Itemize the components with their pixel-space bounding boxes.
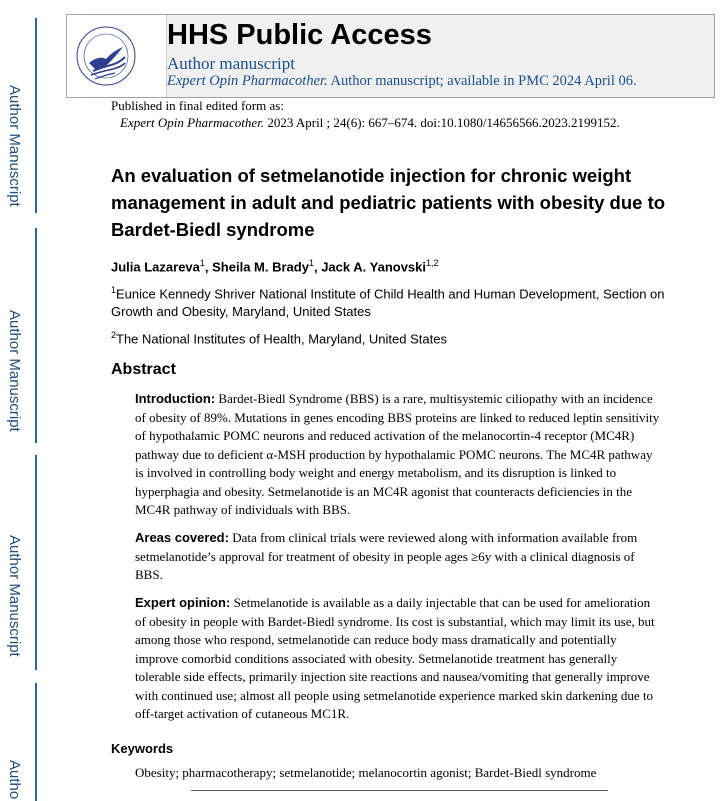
side-label-author-manuscript-2: Author Manuscript [6,310,23,432]
author-affiliation-ref: 1,2 [426,258,439,268]
author-name: Jack A. Yanovski [321,259,426,275]
keywords-list: Obesity; pharmacotherapy; setmelanotide; melanocortin agonist; Bardet-Biedl syndrome [135,765,597,780]
affiliation-text: The National Institutes of Health, Maryland, United States [116,331,447,347]
affiliation-2 [111,326,691,348]
side-divider-4 [35,683,37,801]
section-label: Areas covered: [135,530,229,545]
author-name: Julia Lazareva [111,259,200,275]
citation-line [120,115,620,131]
footnote-divider [191,790,608,791]
author-separator: , [313,259,322,275]
section-label: Expert opinion: [135,595,231,610]
author-affiliation-ref: 1 [308,258,314,268]
journal-name: Expert Opin Pharmacother. [167,73,328,89]
keywords-heading: Keywords [111,741,174,756]
page-title: HHS Public Access [167,19,432,51]
side-divider-1 [35,18,37,213]
section-text: Data from clinical trials were reviewed along with information available from setmelanotide’s approval for treatment of obesity in people ages ≥6y with a clinical diagnosis of BBS. [135,530,638,582]
affiliation-text: Eunice Kennedy Shriver National Institute of Child Health and Human Development, Section on Growth and Obesity, Maryland, United States [111,286,665,320]
author-separator: , [204,259,213,275]
affiliation-number: 1 [111,285,117,295]
abstract-heading: Abstract [111,361,176,378]
author-affiliation-ref: 1 [199,258,205,268]
availability-text: Author manuscript; available in PMC 2024 April 06. [327,73,637,89]
side-divider-3 [35,455,37,670]
abstract-expert-opinion [135,594,660,724]
side-label-author-manuscript-3: Author Manuscript [6,535,23,657]
citation-journal: Expert Opin Pharmacother. [120,115,265,130]
author-list [111,258,439,274]
abstract-introduction [135,390,660,520]
section-text: Setmelanotide is available as a daily injectable that can be used for amelioration of obesity in people with Bardet-Biedl syndrome. Its cost is substantial, which may limit its use, but among those who respond, setmelanotide can reduce body mass dramatically and potentially improve comorbid conditions associated with obesity. Setmelanotide treatment has generally tolerable side effects, primarily injection site reactions and nausea/vomiting that generally improve with continued use; almost all people using setmelanotide experience marked skin darkening due to off-target activation of cutaneous MC1R. [135,595,655,721]
hhs-public-access-header [66,14,715,98]
author-name: Sheila M. Brady [212,259,309,275]
section-text: Bardet-Biedl Syndrome (BBS) is a rare, multisystemic ciliopathy with an incidence of obesity of 89%. Mutations in genes encoding BBS proteins are linked to reduced leptin sensitivity of hypothalamic POMC neurons and reduced activation of the melanocortin-4 receptor (MC4R) pathway due to deficient α-MSH production by hypothalamic POMC neurons. The MC4R pathway is involved in controlling body weight and energy metabolism, and its disruption is linked to hyperphagia and obesity. Setmelanotide is an MC4R agonist that counteracts deficiencies in the MC4R pathway of individuals with BBS. [135,391,660,517]
published-note: Published in final edited form as: [111,98,284,113]
section-label: Introduction: [135,391,216,406]
side-label-author-manuscript-4: Autho [6,760,23,800]
affiliation-1 [111,281,691,321]
citation-details: 2023 April ; 24(6): 667–674. doi:10.1080/14656566.2023.2199152. [264,115,620,130]
hhs-logo [67,15,167,97]
hhs-eagle-seal-icon [75,25,137,87]
manuscript-type: Author manuscript [167,54,295,73]
article-title: An evaluation of setmelanotide injection for chronic weight management in adult and pediatric patients with obesity due to Bardet-Biedl syndrome [111,165,666,240]
affiliation-number: 2 [111,330,117,340]
abstract-areas-covered [135,529,660,585]
side-label-author-manuscript-1: Author Manuscript [6,85,23,207]
journal-availability [167,73,637,90]
side-divider-2 [35,228,37,443]
